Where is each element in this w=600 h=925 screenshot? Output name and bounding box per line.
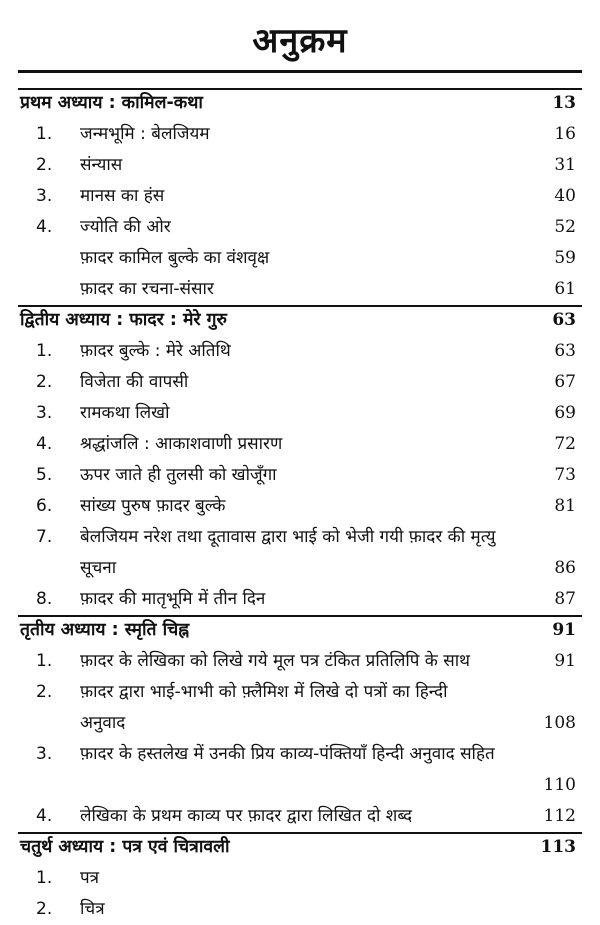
chapter-title: तृतीय अध्याय : स्मृति चिह्न	[20, 620, 190, 640]
toc-entry	[0, 460, 600, 491]
toc-entry	[0, 584, 600, 615]
entry-page: 61	[554, 279, 576, 299]
toc-entry	[0, 243, 600, 274]
entry-number: 6.	[36, 496, 53, 516]
entry-title: सांख्य पुरुष फ़ादर बुल्के	[80, 496, 226, 516]
chapter-title: द्वितीय अध्याय : फादर : मेरे गुरु	[20, 310, 228, 330]
table-of-contents	[0, 88, 600, 925]
entry-page: 73	[554, 465, 576, 485]
chapter-heading	[0, 305, 600, 336]
toc-entry	[0, 646, 600, 677]
entry-title: फ़ादर के लेखिका को लिखे गये मूल पत्र टंकित प्रतिलिपि के साथ	[80, 651, 471, 671]
entry-title: ऊपर जाते ही तुलसी को खोजूँगा	[80, 465, 277, 485]
entry-title: चित्र	[80, 899, 105, 919]
entry-page: 91	[554, 651, 576, 671]
toc-entry	[0, 522, 600, 584]
toc-entry	[0, 212, 600, 243]
entry-title: जन्मभूमि : बेलजियम	[80, 124, 210, 144]
entry-title: फ़ादर के हस्तलेख में उनकी प्रिय काव्य-पंक्तियाँ हिन्दी अनुवाद सहित	[80, 744, 495, 764]
entry-number: 3.	[36, 403, 53, 423]
entry-page: 52	[554, 217, 576, 237]
chapter-page: 63	[552, 310, 576, 330]
toc-entry	[0, 367, 600, 398]
entry-number: 5.	[36, 465, 53, 485]
chapter-page: 91	[552, 620, 576, 640]
toc-entry	[0, 894, 600, 925]
entry-number: 8.	[36, 589, 53, 609]
toc-entry	[0, 398, 600, 429]
entry-number: 1.	[36, 341, 53, 361]
entry-page: 87	[554, 589, 576, 609]
chapter-page: 113	[540, 837, 576, 857]
entry-title: पत्र	[80, 868, 100, 888]
toc-entry	[0, 677, 600, 739]
entry-title: फ़ादर कामिल बुल्के का वंशवृक्ष	[80, 248, 270, 268]
toc-entry	[0, 863, 600, 894]
entry-page: 108	[543, 713, 576, 733]
toc-entry	[0, 429, 600, 460]
toc-entry	[0, 801, 600, 832]
entry-title: फ़ादर का रचना-संसार	[80, 279, 214, 299]
entry-page: 81	[554, 496, 576, 516]
entry-page: 59	[554, 248, 576, 268]
entry-page: 31	[554, 155, 576, 175]
entry-page: 112	[543, 806, 576, 826]
entry-title: विजेता की वापसी	[80, 372, 189, 392]
chapter-divider	[18, 832, 582, 834]
entry-number: 2.	[36, 155, 53, 175]
entry-number: 2.	[36, 899, 53, 919]
entry-number: 3.	[36, 186, 53, 206]
entry-number: 4.	[36, 434, 53, 454]
entry-number: 1.	[36, 868, 53, 888]
chapter-divider	[18, 305, 582, 307]
toc-entry	[0, 491, 600, 522]
entry-title: श्रद्धांजलि : आकाशवाणी प्रसारण	[80, 434, 283, 454]
entry-title: फ़ादर बुल्के : मेरे अतिथि	[80, 341, 231, 361]
chapter-heading	[0, 832, 600, 863]
chapter-heading	[0, 615, 600, 646]
page-title: अनुक्रम	[252, 21, 348, 61]
entry-page: 72	[554, 434, 576, 454]
chapter-page: 13	[552, 93, 576, 113]
entry-number: 1.	[36, 651, 53, 671]
entry-page: 67	[554, 372, 576, 392]
toc-entry	[0, 150, 600, 181]
chapter-title: चतुर्थ अध्याय : पत्र एवं चित्रावली	[20, 837, 230, 857]
entry-number: 2.	[36, 682, 53, 702]
chapter-divider	[18, 88, 582, 90]
entry-title: रामकथा लिखो	[80, 403, 170, 423]
entry-number: 3.	[36, 744, 53, 764]
entry-number: 2.	[36, 372, 53, 392]
entry-page: 69	[554, 403, 576, 423]
title-divider	[18, 70, 582, 73]
entry-page: 110	[543, 775, 576, 795]
toc-entry	[0, 181, 600, 212]
entry-title: संन्यास	[80, 155, 123, 175]
toc-entry	[0, 336, 600, 367]
entry-title: फ़ादर की मातृभूमि में तीन दिन	[80, 589, 266, 609]
toc-entry	[0, 739, 600, 801]
entry-number: 4.	[36, 217, 53, 237]
entry-page: 40	[554, 186, 576, 206]
entry-number: 4.	[36, 806, 53, 826]
chapter-divider	[18, 615, 582, 617]
chapter-title: प्रथम अध्याय : कामिल-कथा	[20, 93, 203, 113]
entry-title: ज्योति की ओर	[80, 217, 171, 237]
entry-page: 86	[554, 558, 576, 578]
entry-title: लेखिका के प्रथम काव्य पर फ़ादर द्वारा लिखित दो शब्द	[80, 806, 413, 826]
entry-page: 63	[554, 341, 576, 361]
toc-entry	[0, 274, 600, 305]
entry-title: बेलजियम नरेश तथा दूतावास द्वारा भाई को भेजी गयी फ़ादर की मृत्यु सूचना	[80, 527, 496, 578]
entry-title: फ़ादर द्वारा भाई-भाभी को फ़्लैमिश में लिखे दो पत्रों का हिन्दी अनुवाद	[80, 682, 448, 733]
entry-page: 16	[554, 124, 576, 144]
entry-number: 7.	[36, 527, 53, 547]
toc-entry	[0, 119, 600, 150]
entry-title: मानस का हंस	[80, 186, 165, 206]
entry-number: 1.	[36, 124, 53, 144]
chapter-heading	[0, 88, 600, 119]
